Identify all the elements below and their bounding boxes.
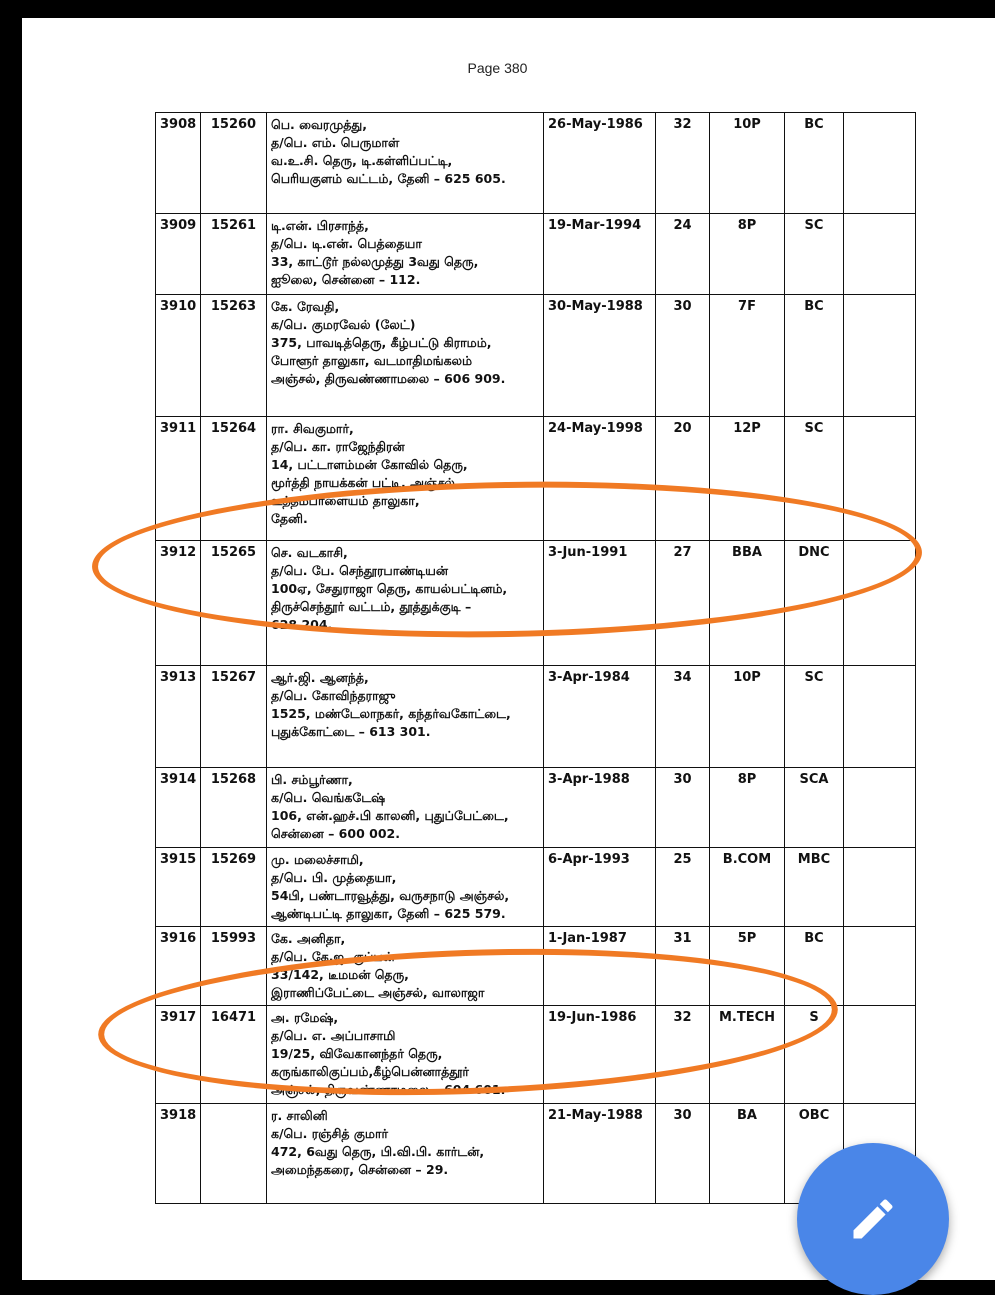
qualification: BA (710, 1104, 785, 1204)
birth-date: 30-May-1988 (544, 295, 656, 417)
age: 34 (656, 666, 710, 768)
birth-date: 26-May-1986 (544, 113, 656, 214)
serial-number: 3918 (156, 1104, 201, 1204)
address-line: ஆர்.ஜி. ஆனந்த், (271, 670, 369, 685)
address-line: த/பெ. கே.ஜ. குப்பன் (271, 949, 395, 964)
birth-date: 1-Jan-1987 (544, 927, 656, 1006)
address-cell (267, 417, 544, 541)
age: 30 (656, 295, 710, 417)
address-line: ஆண்டிபட்டி தாலுகா, தேனி – 625 579. (271, 906, 506, 921)
birth-date: 3-Apr-1984 (544, 666, 656, 768)
registration-id: 15269 (201, 848, 267, 927)
table-row (156, 1104, 916, 1204)
address-cell (267, 927, 544, 1006)
address-line: கருங்காலிகுப்பம்,கீழ்பென்னாத்தூர் (271, 1064, 469, 1079)
serial-number: 3917 (156, 1006, 201, 1104)
address-cell (267, 214, 544, 295)
address-line: தேனி. (271, 511, 308, 526)
address-line: ஐூலை, சென்னை – 112. (271, 272, 421, 287)
address-line: அஞ்சல், திருவண்ணாமலை – 604 601. (271, 1082, 506, 1097)
address-line: மூர்த்தி நாயக்கன் பட்டி, அஞ்சல், (271, 475, 460, 490)
address-line: த/பெ. பி. முத்தையா, (271, 870, 397, 885)
community: MBC (785, 848, 844, 927)
address-line: பெரியகுளம் வட்டம், தேனி – 625 605. (271, 171, 506, 186)
registration-id: 15260 (201, 113, 267, 214)
age: 30 (656, 1104, 710, 1204)
address-line: அமைந்தகரை, சென்னை – 29. (271, 1162, 449, 1177)
serial-number: 3916 (156, 927, 201, 1006)
serial-number: 3910 (156, 295, 201, 417)
community: SC (785, 417, 844, 541)
serial-number: 3911 (156, 417, 201, 541)
edit-fab-button[interactable] (797, 1143, 949, 1295)
age: 32 (656, 1006, 710, 1104)
address-line: புதுக்கோட்டை – 613 301. (271, 724, 431, 739)
address-line: த/பெ. கா. ராஜேந்திரன் (271, 439, 405, 454)
blank-cell (844, 295, 916, 417)
address-line: க/பெ. குமரவேல் (லேட்) (271, 317, 416, 332)
birth-date: 19-Jun-1986 (544, 1006, 656, 1104)
qualification: 10P (710, 666, 785, 768)
address-line: மு. மலைச்சாமி, (271, 852, 364, 867)
table-row (156, 113, 916, 214)
address-line: க/பெ. வெங்கடேஷ் (271, 790, 386, 805)
address-line: 1525, மண்டேலாநகர், கந்தர்வகோட்டை, (271, 706, 511, 721)
birth-date: 3-Apr-1988 (544, 768, 656, 848)
table-row (156, 927, 916, 1006)
qualification: 7F (710, 295, 785, 417)
address-cell (267, 1104, 544, 1204)
community: SC (785, 214, 844, 295)
blank-cell (844, 848, 916, 927)
qualification: 10P (710, 113, 785, 214)
community: SCA (785, 768, 844, 848)
age: 20 (656, 417, 710, 541)
community: OBC (785, 1104, 844, 1204)
records-table (155, 112, 916, 1204)
address-line: அஞ்சல், திருவண்ணாமலை – 606 909. (271, 371, 506, 386)
address-line: த/பெ. பே. செந்தூரபாண்டியன் (271, 563, 448, 578)
registration-id: 15263 (201, 295, 267, 417)
address-line: கே. ரேவதி, (271, 299, 340, 314)
blank-cell (844, 1006, 916, 1104)
registration-id: 15261 (201, 214, 267, 295)
address-line: த/பெ. எ. அப்பாசாமி (271, 1028, 396, 1043)
table-row (156, 295, 916, 417)
community: BC (785, 113, 844, 214)
registration-id (201, 1104, 267, 1204)
address-line: பி. சம்பூர்ணா, (271, 772, 353, 787)
qualification: B.COM (710, 848, 785, 927)
birth-date: 3-Jun-1991 (544, 541, 656, 666)
blank-cell (844, 113, 916, 214)
age: 24 (656, 214, 710, 295)
registration-id: 15267 (201, 666, 267, 768)
address-line: 375, பாவடித்தெரு, கீழ்பட்டு கிராமம், (271, 335, 492, 350)
address-cell (267, 1006, 544, 1104)
address-line: சென்னை – 600 002. (271, 826, 400, 841)
address-line: பெ. வைரமுத்து, (271, 117, 367, 132)
birth-date: 21-May-1988 (544, 1104, 656, 1204)
birth-date: 24-May-1998 (544, 417, 656, 541)
address-line: 106, என்.ஹச்.பி காலனி, புதுப்பேட்டை, (271, 808, 509, 823)
registration-id: 15993 (201, 927, 267, 1006)
address-line: த/பெ. டி.என். பெத்தையா (271, 236, 422, 251)
blank-cell (844, 768, 916, 848)
address-line: 54பி, பண்டாரவூத்து, வருசநாடு அஞ்சல், (271, 888, 510, 903)
address-line: க/பெ. ரஞ்சித் குமார் (271, 1126, 389, 1141)
community: DNC (785, 541, 844, 666)
age: 31 (656, 927, 710, 1006)
serial-number: 3908 (156, 113, 201, 214)
age: 27 (656, 541, 710, 666)
table-row (156, 214, 916, 295)
address-line: 33, காட்டூர் நல்லமுத்து 3வது தெரு, (271, 254, 479, 269)
qualification: BBA (710, 541, 785, 666)
qualification: 12P (710, 417, 785, 541)
qualification: 5P (710, 927, 785, 1006)
blank-cell (844, 541, 916, 666)
birth-date: 19-Mar-1994 (544, 214, 656, 295)
pencil-icon (847, 1193, 899, 1245)
table-row (156, 417, 916, 541)
address-line: 19/25, விவேகானந்தர் தெரு, (271, 1046, 443, 1061)
qualification: 8P (710, 768, 785, 848)
blank-cell (844, 666, 916, 768)
blank-cell (844, 214, 916, 295)
address-cell (267, 848, 544, 927)
community: BC (785, 927, 844, 1006)
table-row (156, 666, 916, 768)
address-cell (267, 666, 544, 768)
community: S (785, 1006, 844, 1104)
address-line: போளூர் தாலுகா, வடமாதிமங்கலம் (271, 353, 473, 368)
table-row (156, 848, 916, 927)
address-line: த/பெ. எம். பெருமாள் (271, 135, 400, 150)
registration-id: 16471 (201, 1006, 267, 1104)
birth-date: 6-Apr-1993 (544, 848, 656, 927)
address-line: 628 204. (271, 617, 333, 632)
address-line: 100ஏ, சேதுராஜா தெரு, காயல்பட்டினம், (271, 581, 508, 596)
address-line: இராணிப்பேட்டை அஞ்சல், வாலாஜா (271, 985, 485, 1000)
address-line: வ.உ.சி. தெரு, டி.கள்ளிப்பட்டி, (271, 153, 453, 168)
community: BC (785, 295, 844, 417)
address-line: உத்தமபாளையம் தாலுகா, (271, 493, 420, 508)
address-line: செ. வடகாசி, (271, 545, 348, 560)
address-cell (267, 541, 544, 666)
address-cell (267, 113, 544, 214)
table-row (156, 541, 916, 666)
age: 32 (656, 113, 710, 214)
serial-number: 3909 (156, 214, 201, 295)
age: 30 (656, 768, 710, 848)
age: 25 (656, 848, 710, 927)
blank-cell (844, 927, 916, 1006)
address-line: திருச்செந்தூர் வட்டம், தூத்துக்குடி – (271, 599, 472, 614)
address-line: ர. சாலினி (271, 1108, 328, 1123)
blank-cell (844, 417, 916, 541)
address-line: 33/142, டீமமன் தெரு, (271, 967, 409, 982)
registration-id: 15265 (201, 541, 267, 666)
address-line: ரா. சிவகுமார், (271, 421, 354, 436)
page-number: Page 380 (467, 60, 528, 76)
address-cell (267, 768, 544, 848)
table-row (156, 1006, 916, 1104)
address-line: டி.என். பிரசாந்த், (271, 218, 369, 233)
address-line: கே. அனிதா, (271, 931, 346, 946)
address-cell (267, 295, 544, 417)
table-row (156, 768, 916, 848)
address-line: த/பெ. கோவிந்தராஜு (271, 688, 396, 703)
address-line: 14, பட்டாளம்மன் கோவில் தெரு, (271, 457, 468, 472)
qualification: 8P (710, 214, 785, 295)
address-line: 472, 6வது தெரு, பி.வி.பி. கார்டன், (271, 1144, 485, 1159)
registration-id: 15264 (201, 417, 267, 541)
registration-id: 15268 (201, 768, 267, 848)
community: SC (785, 666, 844, 768)
serial-number: 3913 (156, 666, 201, 768)
serial-number: 3914 (156, 768, 201, 848)
serial-number: 3912 (156, 541, 201, 666)
address-line: அ. ரமேஷ், (271, 1010, 339, 1025)
serial-number: 3915 (156, 848, 201, 927)
qualification: M.TECH (710, 1006, 785, 1104)
